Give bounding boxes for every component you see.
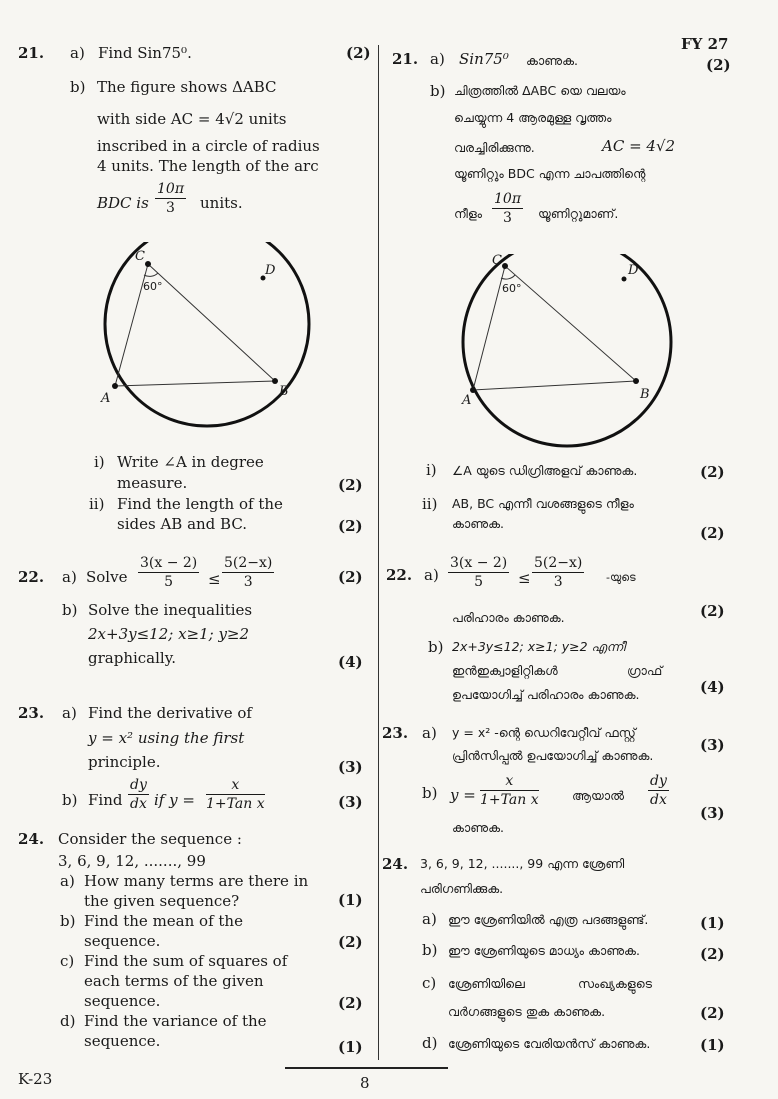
q23-number: 23. — [18, 704, 45, 722]
q24b-line2: sequence. — [84, 932, 161, 950]
q24c-line2: each terms of the given — [84, 972, 264, 990]
ml-q22a-line2: പരിഹാരം കാണുക. — [452, 610, 565, 625]
q23a-line1: Find the derivative of — [88, 704, 252, 722]
q23b-marks: (3) — [338, 793, 363, 811]
q23b-den: 1+Tan x — [206, 796, 265, 812]
ml-q24c-label: c) — [422, 974, 437, 992]
q22a-frac1 — [138, 556, 199, 589]
ml-q21a-marks: (2) — [706, 56, 731, 74]
q21b-arc-fraction — [155, 182, 186, 215]
q24d-label: d) — [60, 1012, 76, 1030]
ml-q22b-line3: ഉപയോഗിച്ച് പരിഹാരം കാണുക. — [452, 687, 640, 702]
ml-q22a-suffix: -യുടെ — [606, 571, 636, 584]
ml-q23a-marks: (3) — [700, 736, 725, 754]
q23b-dx: dx — [130, 796, 147, 812]
ml-q23b-label: b) — [422, 784, 438, 802]
ml-q24b-marks: (2) — [700, 945, 725, 963]
ml-q24-intro: 3, 6, 9, 12, ......., 99 എന്ന ശ്രേണി — [420, 856, 625, 871]
ml-q23b-pre: y = — [450, 786, 476, 804]
q21a-text: Find Sin75⁰. — [98, 44, 192, 62]
ml-q22b-label: b) — [428, 638, 444, 656]
q23a-line2: y = x² using the first — [88, 729, 245, 747]
q22a-marks: (2) — [338, 568, 363, 586]
footer-page-code: K-23 — [18, 1070, 53, 1088]
q24d-line1: Find the variance of the — [84, 1012, 267, 1030]
ml-q21a-text: കാണുക. — [526, 53, 578, 68]
q22a-frac1-num: 3(x − 2) — [140, 555, 198, 571]
q24c-line3: sequence. — [84, 992, 161, 1010]
q24a-line2: the given sequence? — [84, 892, 240, 910]
ml-q21b-line2: ചെയ്യുന്ന 4 ആരമുള്ള വൃത്തം — [454, 110, 612, 125]
ml-q21b-line3: വരച്ചിരിക്കുന്നു. — [454, 140, 535, 155]
ml-q21b-line5-post: യൂണിറ്റുമാണ്. — [538, 206, 619, 221]
ml-vertex-d-label: D — [628, 263, 639, 278]
q22a-frac2-num: 5(2−x) — [224, 555, 273, 571]
q21b-arc-post: units. — [200, 194, 243, 212]
paper-code: FY 27 — [681, 35, 729, 53]
ml-q21i-label: i) — [426, 461, 437, 479]
ml-q23b-line2: കാണുക. — [452, 820, 504, 835]
q21ii-line1: Find the length of the — [117, 495, 283, 513]
q24-sequence: 3, 6, 9, 12, ......., 99 — [58, 852, 206, 870]
q23b-num: x — [206, 778, 265, 795]
q23b-if: if y = — [154, 791, 195, 809]
ml-q22a-marks: (2) — [700, 602, 725, 620]
ml-q21b-fraction — [492, 192, 523, 225]
q21ii-label: ii) — [89, 495, 105, 513]
ml-q22b-marks: (4) — [700, 678, 725, 696]
q21ii-marks: (2) — [338, 517, 363, 535]
ml-q22b-line2b: ഗ്രാഫ് — [627, 663, 663, 678]
ml-q21b-frac-den: 3 — [503, 210, 512, 226]
q21b-frac-den: 3 — [166, 200, 175, 216]
q22b-line3: graphically. — [88, 649, 176, 667]
column-divider — [378, 45, 379, 1060]
vertex-a-label: A — [101, 391, 111, 406]
ml-q23b-derivative — [648, 774, 669, 807]
q24b-line1: Find the mean of the — [84, 912, 243, 930]
ml-q23b-marks: (3) — [700, 804, 725, 822]
q23b-label: b) — [62, 791, 78, 809]
q23b-derivative — [128, 778, 149, 811]
angle-c-label: 60° — [143, 280, 163, 293]
ml-q22a-rel: ≤ — [518, 569, 531, 587]
ml-q22a-frac1 — [448, 556, 509, 589]
ml-q23b-dx: dx — [650, 792, 667, 808]
q22a-frac1-den: 5 — [164, 574, 174, 590]
q23b-dy: dy — [130, 777, 147, 793]
ml-q24d-label: d) — [422, 1034, 438, 1052]
q24d-line2: sequence. — [84, 1032, 161, 1050]
q21b-line4: 4 units. The length of the arc — [97, 157, 319, 175]
ml-q22b-line2a: ഇൻഇക്വാളിറ്റികൾ — [452, 663, 558, 678]
ml-q23b-dy: dy — [650, 773, 667, 789]
ml-q23a-line1: y = x² -ന്റെ ഡെറിവേറ്റീവ് ഫസ്റ്റ് — [452, 725, 636, 740]
ml-q24c-marks: (2) — [700, 1004, 725, 1022]
q22a-frac2-den: 3 — [243, 574, 253, 590]
ml-q24d-text: ശ്രേണിയുടെ വേരിയൻസ് കാണുക. — [448, 1036, 651, 1051]
ml-q22a-label: a) — [424, 566, 439, 584]
q21b-arc-pre: BDC is — [97, 194, 149, 212]
ml-q21b-line3-expr: AC = 4√2 — [602, 137, 676, 155]
vertex-b-label: B — [279, 384, 289, 399]
q23a-label: a) — [62, 704, 77, 722]
ml-q22a-frac2-num: 5(2−x) — [534, 555, 583, 571]
q21b-frac-num: 10π — [157, 181, 185, 197]
q22a-rel: ≤ — [208, 570, 221, 588]
ml-q21i-marks: (2) — [700, 463, 725, 481]
ml-q21a-label: a) — [430, 50, 445, 68]
vertex-d-label: D — [265, 263, 276, 278]
ml-q23a-label: a) — [422, 724, 437, 742]
ml-q23b-den: 1+Tan x — [480, 792, 539, 808]
ml-q24d-marks: (1) — [700, 1036, 725, 1054]
ml-q24a-label: a) — [422, 910, 437, 928]
q24c-label: c) — [60, 952, 75, 970]
q21i-label: i) — [94, 453, 105, 471]
q21i-line1: Write ∠A in degree — [117, 453, 264, 471]
ml-q21ii-line2: കാണുക. — [452, 516, 504, 531]
ml-q21ii-line1: AB, BC എന്നീ വശങ്ങളുടെ നീളം — [452, 496, 634, 511]
ml-q22-number: 22. — [386, 566, 413, 584]
q24a-marks: (1) — [338, 891, 363, 909]
q22-number: 22. — [18, 568, 45, 586]
ml-q24b-text: ഈ ശ്രേണിയുടെ മാധ്യം കാണുക. — [448, 943, 640, 958]
circle-triangle-figure-ml — [440, 254, 690, 469]
ml-q22a-frac1-den: 5 — [474, 574, 484, 590]
q21b-line1: The figure shows ΔABC — [97, 78, 277, 96]
q22a-solve: Solve — [86, 568, 128, 586]
ml-q24a-marks: (1) — [700, 914, 725, 932]
q22b-label: b) — [62, 601, 78, 619]
q23a-marks: (3) — [338, 758, 363, 776]
q21a-marks: (2) — [346, 44, 371, 62]
ml-q24c-line1b: സംഖ്യകളുടെ — [578, 976, 652, 991]
q24b-marks: (2) — [338, 933, 363, 951]
ml-q23b-num: x — [480, 774, 539, 791]
ml-q21b-label: b) — [430, 82, 446, 100]
ml-q23a-line2: പ്രിൻസിപ്പൽ ഉപയോഗിച്ച് കാണുക. — [452, 748, 654, 763]
q21ii-line2: sides AB and BC. — [117, 515, 248, 533]
ml-q21i-text: ∠A യുടെ ഡിഗ്രിഅളവ് കാണുക. — [452, 463, 638, 478]
circle-triangle-figure-en — [95, 242, 345, 457]
q21i-line2: measure. — [117, 474, 188, 492]
q21i-marks: (2) — [338, 476, 363, 494]
ml-q21ii-marks: (2) — [700, 524, 725, 542]
footer-page-number: 8 — [360, 1074, 370, 1092]
ml-q23b-fraction — [480, 774, 539, 807]
ml-q24-intro2: പരിഗണിക്കുക. — [420, 881, 504, 896]
ml-q21b-line4: യൂണിറ്റും BDC എന്ന ചാപത്തിന്റെ — [454, 166, 646, 181]
q22b-line2: 2x+3y≤12; x≥1; y≥2 — [88, 625, 250, 643]
q24c-marks: (2) — [338, 994, 363, 1012]
ml-angle-c-label: 60° — [502, 282, 522, 295]
ml-q24c-line1a: ശ്രേണിയിലെ — [448, 976, 525, 991]
q23b-fraction — [206, 778, 265, 811]
q24b-label: b) — [60, 912, 76, 930]
ml-vertex-b-label: B — [640, 387, 650, 402]
ml-q22a-frac2-den: 3 — [553, 574, 563, 590]
q21b-label: b) — [70, 78, 86, 96]
ml-q21b-frac-num: 10π — [494, 191, 522, 207]
q23a-line3: principle. — [88, 753, 161, 771]
ml-q21b-line5-pre: നീളം — [454, 206, 482, 221]
ml-q22b-line1: 2x+3y≤12; x≥1; y≥2 എന്നീ — [452, 639, 626, 654]
q24a-line1: How many terms are there in — [84, 872, 309, 890]
q21-number: 21. — [18, 44, 45, 62]
ml-q22a-frac2 — [532, 556, 584, 589]
q24-number: 24. — [18, 830, 45, 848]
q24d-marks: (1) — [338, 1038, 363, 1056]
ml-q24b-label: b) — [422, 941, 438, 959]
q21b-line2: with side AC = 4√2 units — [97, 110, 287, 128]
ml-q23-number: 23. — [382, 724, 409, 742]
q23b-find: Find — [88, 791, 123, 809]
ml-q24-number: 24. — [382, 855, 409, 873]
q24a-label: a) — [60, 872, 75, 890]
ml-q21b-line1: ചിത്രത്തിൽ ΔABC യെ വലയം — [454, 83, 626, 98]
ml-q23b-mid: ആയാൽ — [572, 788, 625, 803]
ml-q21-number: 21. — [392, 50, 419, 68]
ml-q24c-line2: വർഗങ്ങളുടെ തുക കാണുക. — [448, 1004, 606, 1019]
ml-q24a-text: ഈ ശ്രേണിയിൽ എത്ര പദങ്ങളുണ്ട്. — [448, 912, 649, 927]
ml-q21ii-label: ii) — [422, 495, 438, 513]
q21b-line3: inscribed in a circle of radius — [97, 137, 320, 155]
q21a-label: a) — [70, 44, 85, 62]
ml-vertex-a-label: A — [462, 393, 472, 408]
q22a-frac2 — [222, 556, 274, 589]
q22b-line1: Solve the inequalities — [88, 601, 253, 619]
footer-rule — [285, 1067, 448, 1069]
ml-q22a-frac1-num: 3(x − 2) — [450, 555, 508, 571]
vertex-c-label: C — [135, 249, 145, 264]
ml-vertex-c-label: C — [492, 254, 502, 268]
q22b-marks: (4) — [338, 653, 363, 671]
q24c-line1: Find the sum of squares of — [84, 952, 288, 970]
q22a-label: a) — [62, 568, 77, 586]
q24-intro: Consider the sequence : — [58, 830, 242, 848]
ml-q21a-expr: Sin75⁰ — [459, 50, 509, 68]
